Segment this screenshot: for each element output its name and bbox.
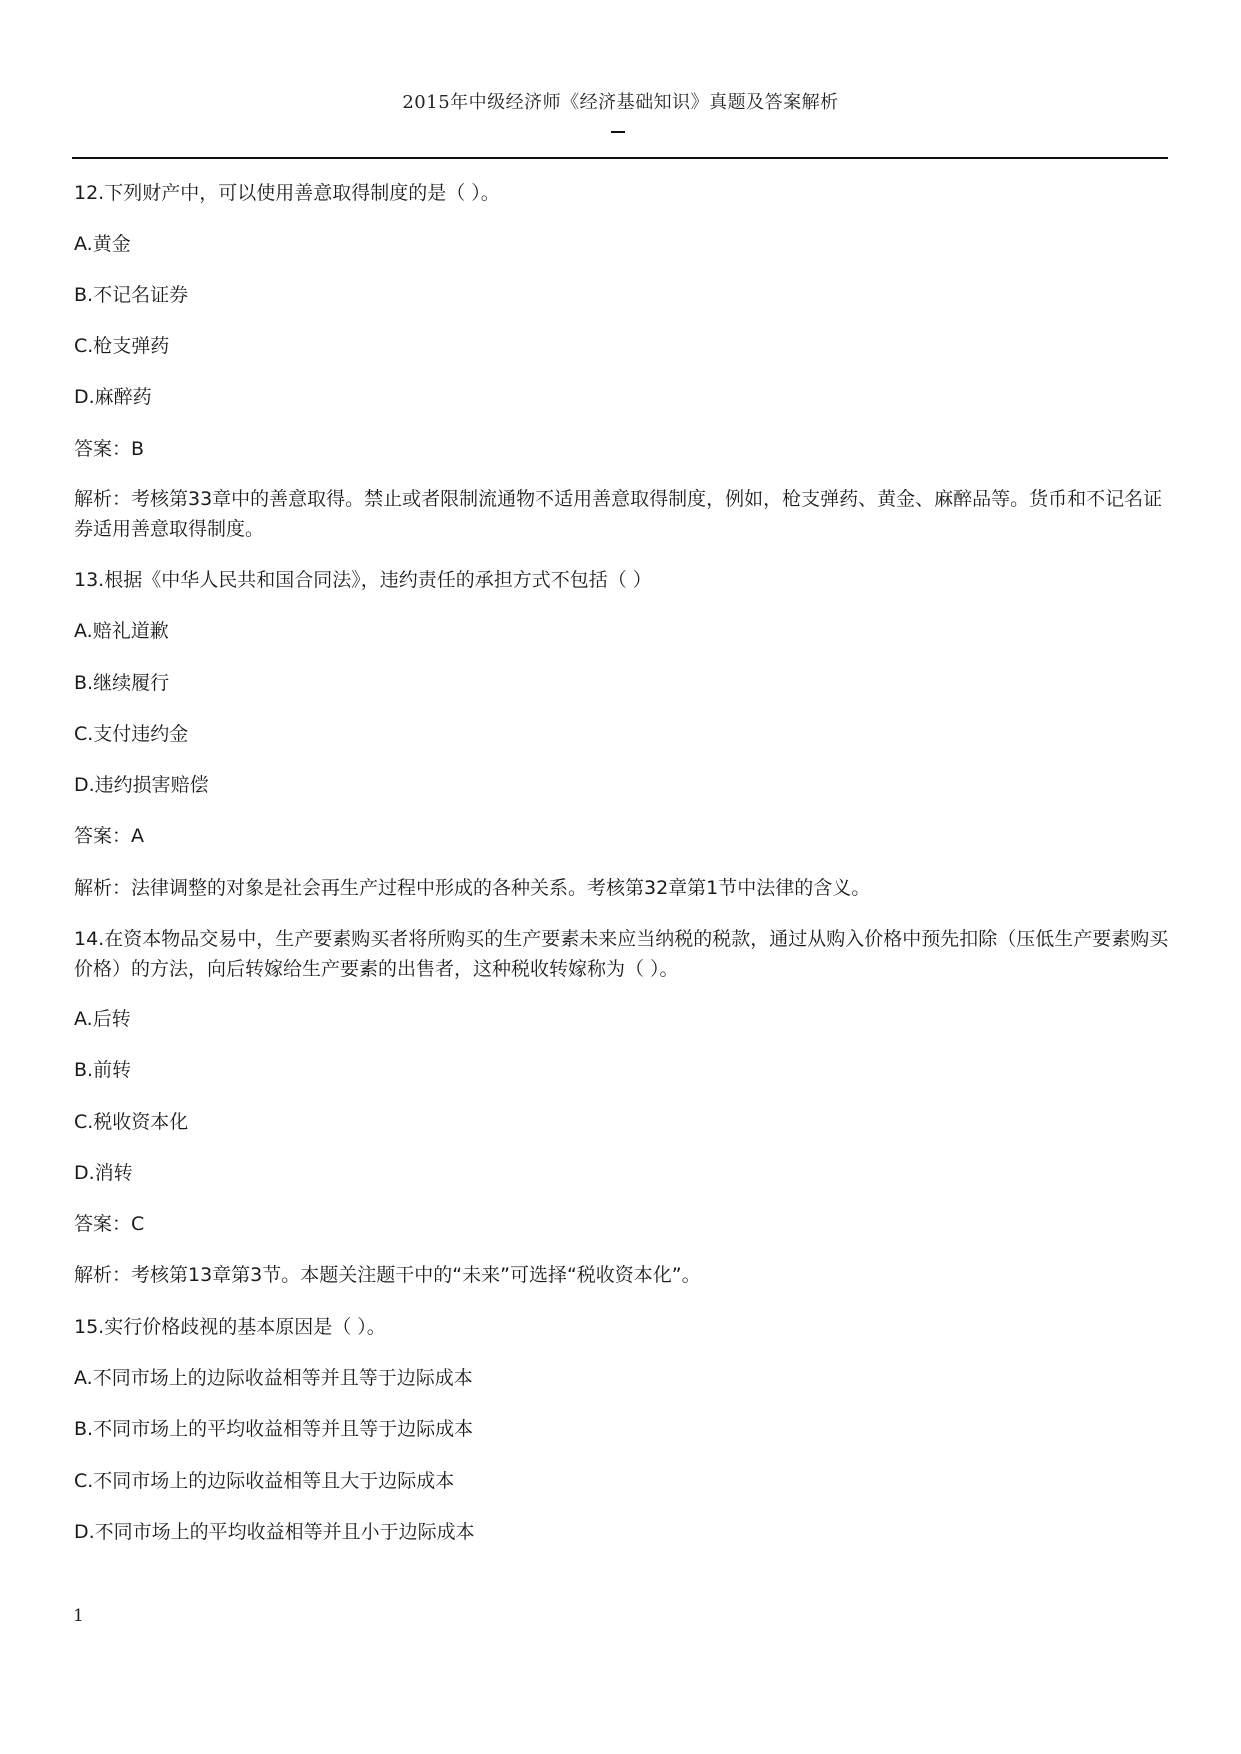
question-14-option-b: B.前转 <box>74 1059 132 1081</box>
question-14-stem: 14.在资本物品交易中，生产要素购买者将所购买的生产要素未来应当纳税的税款，通过从购入价格中预先扣除（压低生产要素购买价格）的方法，向后转嫁给生产要素的出售者，这种税收转嫁称为（ ）。 <box>74 928 1169 980</box>
page-header-title: 2015年中级经济师《经济基础知识》真题及答案解析 <box>402 92 839 113</box>
header-mark <box>611 131 625 133</box>
question-14-answer: 答案：C <box>74 1213 145 1235</box>
question-13-stem: 13.根据《中华人民共和国合同法》，违约责任的承担方式不包括（ ） <box>74 569 652 591</box>
header-divider <box>72 157 1168 159</box>
question-13-answer: 答案：A <box>74 825 144 847</box>
question-14-option-d: D.消转 <box>74 1162 133 1184</box>
question-13-analysis: 解析：法律调整的对象是社会再生产过程中形成的各种关系。考核第32章第1节中法律的含义。 <box>74 877 871 899</box>
question-15-option-c: C.不同市场上的边际收益相等且大于边际成本 <box>74 1470 455 1492</box>
question-15-option-d: D.不同市场上的平均收益相等并且小于边际成本 <box>74 1521 475 1543</box>
question-13-option-c: C.支付违约金 <box>74 723 189 745</box>
question-15-option-b: B.不同市场上的平均收益相等并且等于边际成本 <box>74 1418 474 1440</box>
question-15-option-a: A.不同市场上的边际收益相等并且等于边际成本 <box>74 1367 473 1389</box>
question-13-option-d: D.违约损害赔偿 <box>74 774 209 796</box>
question-12-option-a: A.黄金 <box>74 233 131 255</box>
question-12-answer: 答案：B <box>74 438 145 460</box>
question-12-stem: 12.下列财产中，可以使用善意取得制度的是（ ）。 <box>74 182 500 204</box>
question-12-option-c: C.枪支弹药 <box>74 335 170 357</box>
question-12-option-d: D.麻醉药 <box>74 386 152 408</box>
question-12-option-b: B.不记名证券 <box>74 284 189 306</box>
question-15-stem: 15.实行价格歧视的基本原因是（ ）。 <box>74 1316 386 1338</box>
question-14-option-c: C.税收资本化 <box>74 1111 189 1133</box>
question-13-option-a: A.赔礼道歉 <box>74 620 169 642</box>
page-number: 1 <box>73 1606 84 1626</box>
question-13-option-b: B.继续履行 <box>74 672 170 694</box>
question-14-option-a: A.后转 <box>74 1008 131 1030</box>
question-12-analysis: 解析：考核第33章中的善意取得。禁止或者限制流通物不适用善意取得制度，例如，枪支弹药、黄金、麻醉品等。货币和不记名证券适用善意取得制度。 <box>74 488 1163 540</box>
question-14-analysis: 解析：考核第13章第3节。本题关注题干中的“未来”可选择“税收资本化”。 <box>74 1264 701 1286</box>
